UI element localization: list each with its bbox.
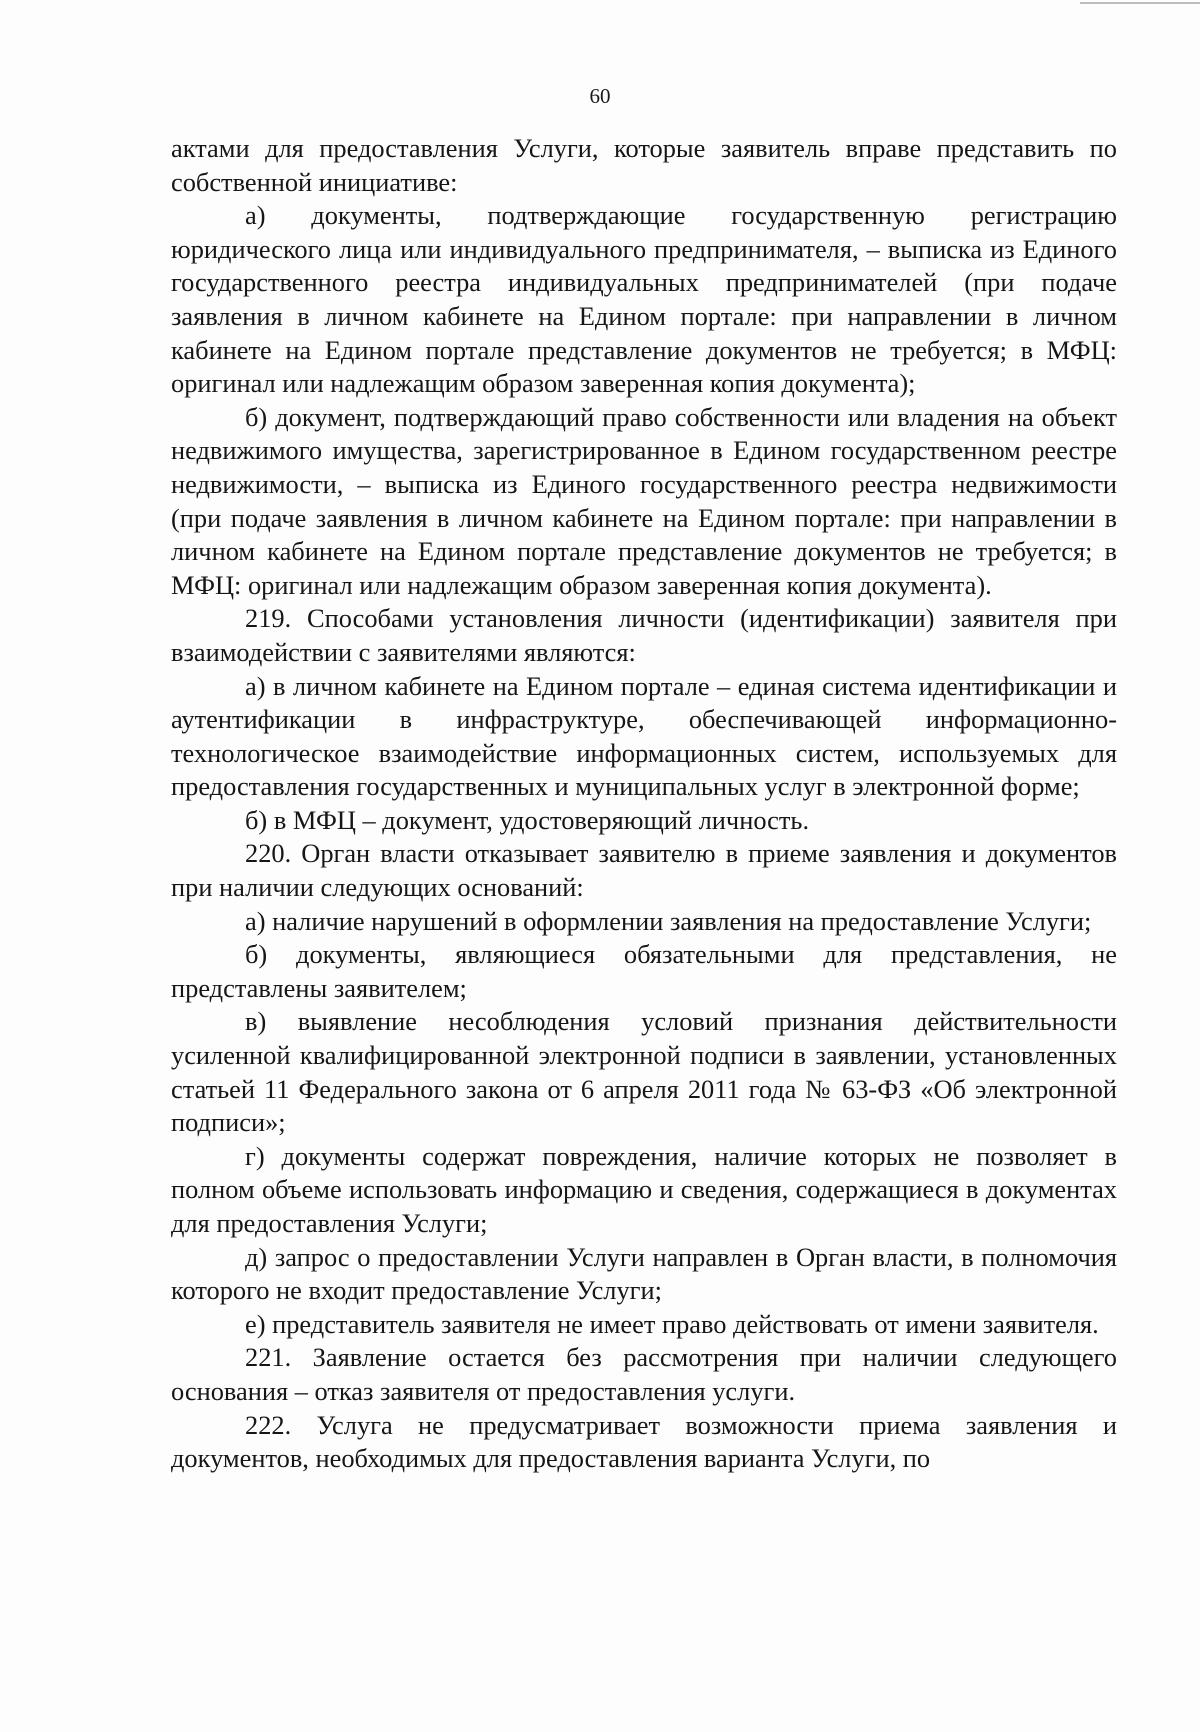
paragraph: е) представитель заявителя не имеет право действовать от имени заявителя.	[245, 1308, 1099, 1339]
paragraph: а) наличие нарушений в оформлении заявления на предоставление Услуги;	[245, 905, 1092, 936]
paragraph: 219. Способами установления личности (идентификации) заявителя при взаимодействии с заявителями являются:	[171, 603, 1117, 667]
paragraph: 221. Заявление остается без рассмотрения при наличии следующего основания – отказ заявителя от предоставления услуги.	[171, 1342, 1117, 1406]
paragraph: б) документ, подтверждающий право собственности или владения на объект недвижимого имущества, зарегистрированное в Едином государственном реестре недвижимости, – выписка из Единого государственного реестра недвижимости (при подаче заявления в личном кабинете на Едином портале: при направлении в личном кабинете на Едином портале представление документов не требуется; в МФЦ: оригинал или надлежащим образом заверенная копия документа).	[171, 401, 1117, 600]
scan-edge-line	[1080, 2, 1200, 4]
paragraph: а) документы, подтверждающие государственную регистрацию юридического лица или индивидуального предпринимателя, – выписка из Единого государственного реестра индивидуальных предпринимателей (при подаче заявления в личном кабинете на Едином портале: при направлении в личном кабинете на Едином портале представление документов не требуется; в МФЦ: оригинал или надлежащим образом заверенная копия документа);	[171, 200, 1117, 399]
paragraph: актами для предоставления Услуги, которые заявитель вправе представить по собственной инициативе:	[171, 133, 1117, 197]
paragraph: д) запрос о предоставлении Услуги направлен в Орган власти, в полномочия которого не входит предоставление Услуги;	[171, 1241, 1117, 1306]
paragraph: а) в личном кабинете на Едином портале – единая система идентификации и аутентификации в инфраструктуре, обеспечивающей информационно-технологическое взаимодействие информационных систем, используемых для предоставления государственных и муниципальных услуг в электронной форме;	[171, 670, 1117, 802]
paragraph: 220. Орган власти отказывает заявителю в приеме заявления и документов при наличии следующих оснований:	[171, 838, 1117, 903]
paragraph: б) в МФЦ – документ, удостоверяющий личность.	[245, 804, 810, 835]
paragraph: 222. Услуга не предусматривает возможности приема заявления и документов, необходимых для предоставления варианта Услуги, по	[171, 1409, 1117, 1474]
paragraph: в) выявление несоблюдения условий признания действительности усиленной квалифицированной электронной подписи в заявлении, установленных статьей 11 Федерального закона от 6 апреля 2011 года № 63-ФЗ «Об электронной подписи»;	[171, 1006, 1117, 1138]
document-body	[171, 132, 1117, 1476]
paragraph: г) документы содержат повреждения, наличие которых не позволяет в полном объеме использовать информацию и сведения, содержащиеся в документах для предоставления Услуги;	[171, 1140, 1117, 1238]
page-number: 60	[589, 84, 611, 108]
paragraph: б) документы, являющиеся обязательными для представления, не представлены заявителем;	[171, 939, 1117, 1003]
